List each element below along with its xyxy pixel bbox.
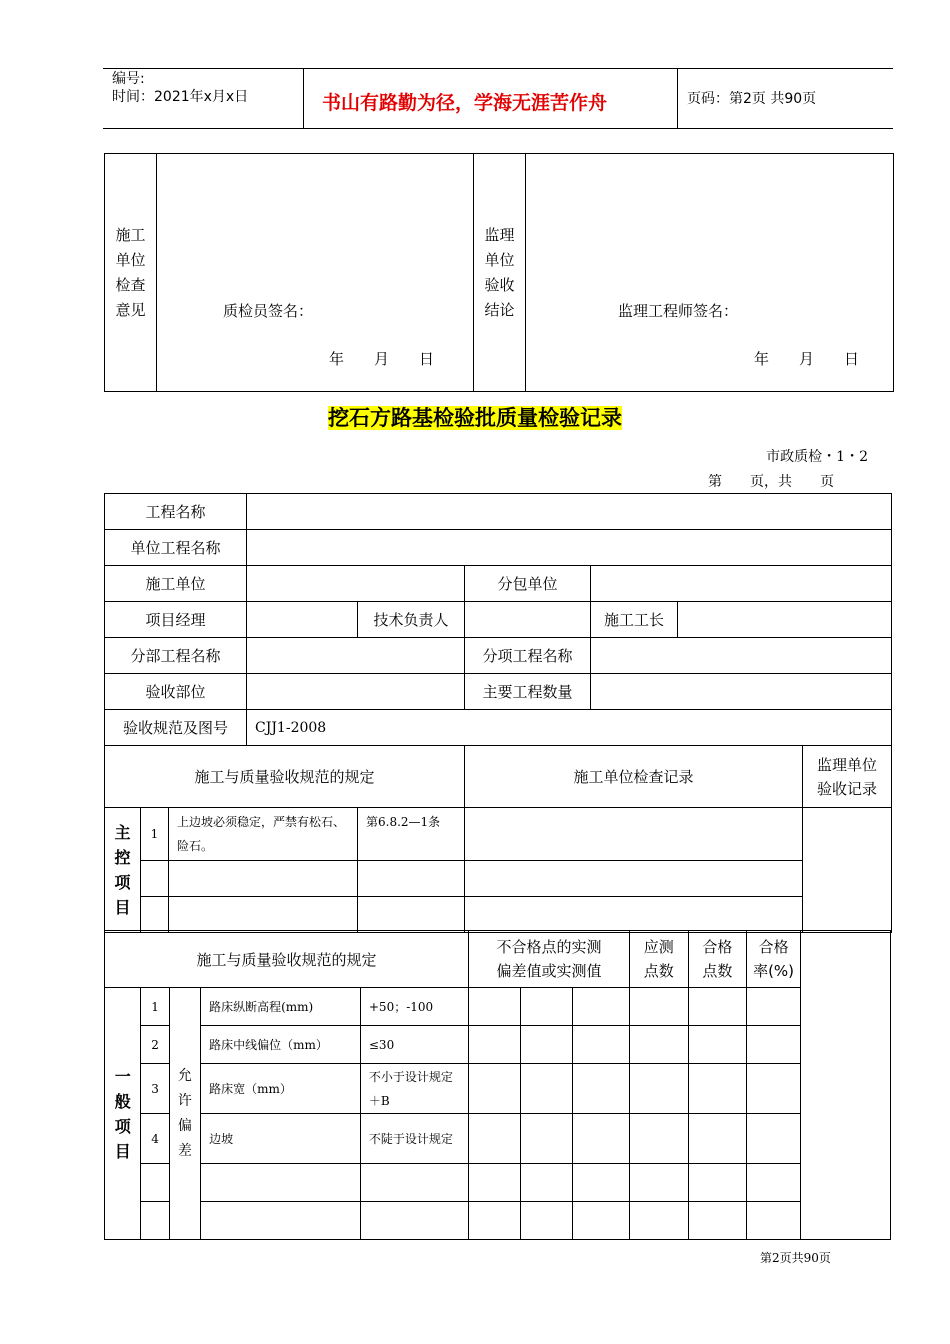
measure-cell[interactable] bbox=[573, 1026, 630, 1064]
main-items-supervisor-record[interactable] bbox=[803, 808, 892, 933]
general-item-name: 路床宽（mm） bbox=[201, 1064, 361, 1114]
motto: 书山有路勤为径，学海无涯苦作舟 bbox=[322, 92, 608, 114]
pass-points-cell[interactable] bbox=[688, 1026, 747, 1064]
division-name-field[interactable] bbox=[247, 638, 465, 674]
date-right: 年 月 日 bbox=[754, 350, 860, 368]
header-top-rule bbox=[103, 68, 893, 69]
inspector-sign-label: 质检员签名： bbox=[223, 302, 314, 320]
spec-rules-header-2: 施工与质量验收规范的规定 bbox=[105, 931, 469, 988]
main-item-clause: 第6.8.2—1条 bbox=[358, 808, 465, 861]
constructor-opinion-label: 施工 单位 检查 意见 bbox=[105, 154, 157, 392]
measure-cell[interactable] bbox=[520, 1114, 573, 1164]
main-items-label: 主 控 项 目 bbox=[105, 808, 141, 933]
acceptance-part-field[interactable] bbox=[247, 674, 465, 710]
points-cell[interactable] bbox=[629, 1026, 688, 1064]
pass-points-cell[interactable] bbox=[688, 1064, 747, 1114]
unit-project-name-label: 单位工程名称 bbox=[105, 530, 247, 566]
measure-cell[interactable] bbox=[520, 1202, 573, 1240]
project-name-label: 工程名称 bbox=[105, 494, 247, 530]
measure-cell[interactable] bbox=[469, 1026, 521, 1064]
general-item-name[interactable] bbox=[201, 1164, 361, 1202]
tolerance-label: 允 许 偏 差 bbox=[169, 988, 200, 1240]
date-left: 年 月 日 bbox=[329, 350, 435, 368]
deviation-header: 不合格点的实测 偏差值或实测值 bbox=[469, 931, 630, 988]
general-item-value[interactable] bbox=[360, 1164, 468, 1202]
subcontract-unit-label: 分包单位 bbox=[465, 566, 591, 602]
project-manager-field[interactable] bbox=[247, 602, 358, 638]
general-item-no: 2 bbox=[141, 1026, 169, 1064]
construction-unit-field[interactable] bbox=[247, 566, 465, 602]
general-item-value: 不陡于设计规定 bbox=[360, 1114, 468, 1164]
general-item-no bbox=[141, 1164, 169, 1202]
pass-rate-cell[interactable] bbox=[747, 1026, 801, 1064]
time-label: 时间：2021年x月x日 bbox=[112, 89, 249, 105]
measure-cell[interactable] bbox=[520, 1064, 573, 1114]
measure-cell[interactable] bbox=[469, 1164, 521, 1202]
general-item-value: +50；-100 bbox=[360, 988, 468, 1026]
measure-cell[interactable] bbox=[573, 988, 630, 1026]
pass-rate-cell[interactable] bbox=[747, 1202, 801, 1240]
main-quantity-field[interactable] bbox=[591, 674, 892, 710]
pass-points-cell[interactable] bbox=[688, 1164, 747, 1202]
spec-value[interactable]: CJJ1-2008 bbox=[247, 710, 892, 746]
main-item-record[interactable] bbox=[465, 897, 803, 933]
measure-cell[interactable] bbox=[573, 1202, 630, 1240]
points-header: 应测 点数 bbox=[629, 931, 688, 988]
measure-cell[interactable] bbox=[573, 1164, 630, 1202]
supervisor-record-header: 监理单位 验收记录 bbox=[803, 746, 892, 808]
subitem-name-label: 分项工程名称 bbox=[465, 638, 591, 674]
spec-label: 验收规范及图号 bbox=[105, 710, 247, 746]
pass-rate-cell[interactable] bbox=[747, 988, 801, 1026]
page-footer: 第2页共90页 bbox=[760, 1251, 831, 1265]
pass-rate-header: 合格 率(%) bbox=[747, 931, 801, 988]
foreman-label: 施工工长 bbox=[591, 602, 678, 638]
division-name-label: 分部工程名称 bbox=[105, 638, 247, 674]
main-items-table bbox=[104, 745, 892, 933]
project-manager-label: 项目经理 bbox=[105, 602, 247, 638]
general-supervisor-record[interactable] bbox=[800, 931, 890, 1240]
constructor-opinion-cell[interactable] bbox=[157, 154, 474, 392]
points-cell[interactable] bbox=[629, 988, 688, 1026]
pass-points-cell[interactable] bbox=[688, 1114, 747, 1164]
header-divider bbox=[303, 68, 304, 128]
measure-cell[interactable] bbox=[573, 1064, 630, 1114]
general-item-value[interactable] bbox=[360, 1202, 468, 1240]
general-item-value: 不小于设计规定＋B bbox=[360, 1064, 468, 1114]
measure-cell[interactable] bbox=[469, 988, 521, 1026]
construction-check-record-header: 施工单位检查记录 bbox=[465, 746, 803, 808]
pass-rate-cell[interactable] bbox=[747, 1164, 801, 1202]
measure-cell[interactable] bbox=[469, 1064, 521, 1114]
measure-cell[interactable] bbox=[520, 1164, 573, 1202]
general-item-no: 1 bbox=[141, 988, 169, 1026]
form-code: 市政质检・1・2 bbox=[766, 449, 868, 465]
subitem-name-field[interactable] bbox=[591, 638, 892, 674]
main-item-record[interactable] bbox=[465, 808, 803, 861]
foreman-field[interactable] bbox=[678, 602, 892, 638]
general-item-no: 3 bbox=[141, 1064, 169, 1114]
opinion-table bbox=[104, 153, 894, 392]
construction-unit-label: 施工单位 bbox=[105, 566, 247, 602]
pass-points-cell[interactable] bbox=[688, 1202, 747, 1240]
tech-lead-field[interactable] bbox=[465, 602, 591, 638]
subcontract-unit-field[interactable] bbox=[591, 566, 892, 602]
engineer-sign-label: 监理工程师签名： bbox=[618, 302, 739, 320]
spec-rules-header: 施工与质量验收规范的规定 bbox=[105, 746, 465, 808]
unit-project-name-field[interactable] bbox=[247, 530, 892, 566]
pass-points-header: 合格 点数 bbox=[688, 931, 747, 988]
points-cell[interactable] bbox=[629, 1164, 688, 1202]
pass-rate-cell[interactable] bbox=[747, 1064, 801, 1114]
measure-cell[interactable] bbox=[469, 1202, 521, 1240]
general-item-name: 路床纵断高程(mm) bbox=[201, 988, 361, 1026]
measure-cell[interactable] bbox=[520, 988, 573, 1026]
main-item-content: 上边坡必须稳定，严禁有松石、险石。 bbox=[169, 808, 358, 861]
main-quantity-label: 主要工程数量 bbox=[465, 674, 591, 710]
points-cell[interactable] bbox=[629, 1202, 688, 1240]
header-bottom-rule bbox=[103, 128, 893, 129]
general-item-no bbox=[141, 1202, 169, 1240]
main-item-no bbox=[141, 861, 169, 897]
main-item-content[interactable] bbox=[169, 861, 358, 897]
pass-points-cell[interactable] bbox=[688, 988, 747, 1026]
points-cell[interactable] bbox=[629, 1064, 688, 1114]
supervisor-conclusion-label: 监理 单位 验收 结论 bbox=[474, 154, 526, 392]
main-item-no: 1 bbox=[141, 808, 169, 861]
general-item-name: 路床中线偏位（mm） bbox=[201, 1026, 361, 1064]
pass-rate-cell[interactable] bbox=[747, 1114, 801, 1164]
measure-cell[interactable] bbox=[520, 1026, 573, 1064]
acceptance-part-label: 验收部位 bbox=[105, 674, 247, 710]
tech-lead-label: 技术负责人 bbox=[358, 602, 465, 638]
general-item-name: 边坡 bbox=[201, 1114, 361, 1164]
header-divider bbox=[677, 68, 678, 128]
project-name-field[interactable] bbox=[247, 494, 892, 530]
form-page-info: 第 页，共 页 bbox=[708, 474, 834, 490]
page-label: 页码：第2页 共90页 bbox=[687, 91, 817, 107]
form-title: 挖石方路基检验批质量检验记录 bbox=[328, 406, 622, 430]
main-item-record[interactable] bbox=[465, 861, 803, 897]
main-item-no bbox=[141, 897, 169, 933]
general-item-no: 4 bbox=[141, 1114, 169, 1164]
general-items-table bbox=[104, 930, 891, 1240]
points-cell[interactable] bbox=[629, 1114, 688, 1164]
main-item-clause[interactable] bbox=[358, 897, 465, 933]
general-items-label: 一 般 项 目 bbox=[105, 988, 141, 1240]
serial-label: 编号: bbox=[112, 71, 145, 87]
general-item-name[interactable] bbox=[201, 1202, 361, 1240]
general-item-value: ≤30 bbox=[360, 1026, 468, 1064]
measure-cell[interactable] bbox=[573, 1114, 630, 1164]
supervisor-conclusion-cell[interactable] bbox=[526, 154, 894, 392]
info-table bbox=[104, 493, 892, 746]
main-item-content[interactable] bbox=[169, 897, 358, 933]
main-item-clause[interactable] bbox=[358, 861, 465, 897]
measure-cell[interactable] bbox=[469, 1114, 521, 1164]
